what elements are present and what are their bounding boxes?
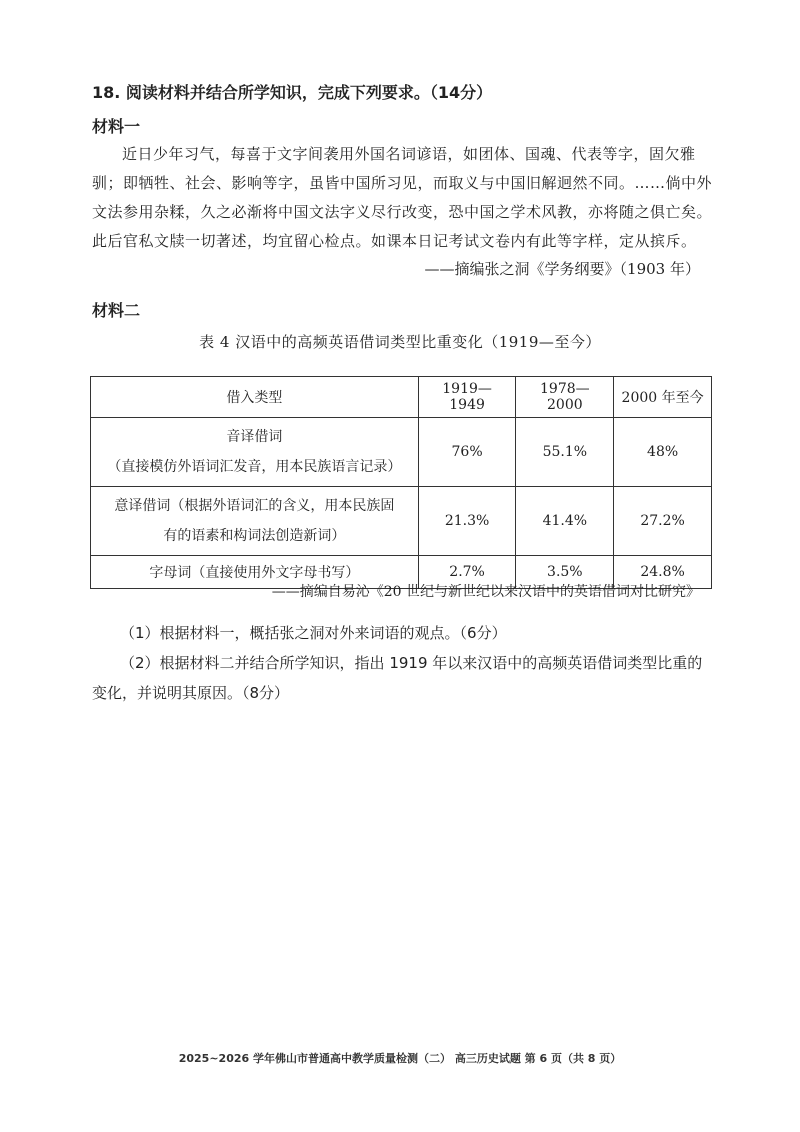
row-type-line2: 有的语素和构词法创造新词）	[163, 528, 346, 544]
table-row	[91, 418, 712, 487]
material2-label: 材料二	[92, 301, 141, 320]
row-value: 2.7%	[418, 556, 516, 589]
loanword-table	[90, 376, 712, 589]
question-title: 18. 阅读材料并结合所学知识，完成下列要求。（14分）	[92, 83, 493, 102]
subquestion-1: （1）根据材料一，概括张之洞对外来词语的观点。（6分）	[120, 624, 507, 642]
row-value: 48%	[614, 418, 712, 487]
row-value: 3.5%	[516, 556, 614, 589]
header-period-3: 2000 年至今	[614, 377, 712, 418]
material1-text: 近日少年习气，每喜于文字间袭用外国名词谚语，如团体、国魂、代表等字，固欠雅驯；即牺牲、社会、影响等字，虽皆中国所习见，而取义与中国旧解迥然不同。……倘中外文法参用杂糅，久之必渐将中国文法字义尽行改变，恐中国之学术风教，亦将随之俱亡矣。此后官私文牍一切著述，均宜留心检点。如课本日记考试文卷内有此等字样，定从摈斥。	[92, 145, 713, 250]
material1-label: 材料一	[92, 117, 141, 136]
table-header-row	[91, 377, 712, 418]
row-value: 41.4%	[516, 487, 614, 556]
header-period-1: 1919—1949	[418, 377, 516, 418]
row-value: 24.8%	[614, 556, 712, 589]
row-type-line2: （直接模仿外语词汇发音，用本民族语言记录）	[107, 459, 402, 475]
table-source: ——摘编自易沁《20 世纪与新世纪以来汉语中的英语借词对比研究》	[271, 584, 700, 600]
header-period-2: 1978—2000	[516, 377, 614, 418]
row-value: 55.1%	[516, 418, 614, 487]
header-type: 借入类型	[91, 377, 419, 418]
row-value: 21.3%	[418, 487, 516, 556]
row-type-line1: 音译借词	[226, 429, 283, 445]
material1-source: ——摘编张之洞《学务纲要》（1903 年）	[424, 260, 700, 278]
subquestion-2: （2）根据材料二并结合所学知识，指出 1919 年以来汉语中的高频英语借词类型比重的变化，并说明其原因。（8分）	[92, 654, 703, 702]
page-footer: 2025~2026 学年佛山市普通高中教学质量检测（二） 高三历史试题 第 6 页（共 8 页）	[178, 1052, 622, 1065]
row-value: 76%	[418, 418, 516, 487]
row-type-cell	[91, 487, 419, 556]
row-type-cell: 字母词（直接使用外文字母书写）	[91, 556, 419, 589]
row-value: 27.2%	[614, 487, 712, 556]
row-type-line1: 意译借词（根据外语词汇的含义，用本民族固	[114, 498, 395, 514]
table-title: 表 4 汉语中的高频英语借词类型比重变化（1919—至今）	[199, 333, 601, 351]
table-row	[91, 487, 712, 556]
row-type-cell	[91, 418, 419, 487]
